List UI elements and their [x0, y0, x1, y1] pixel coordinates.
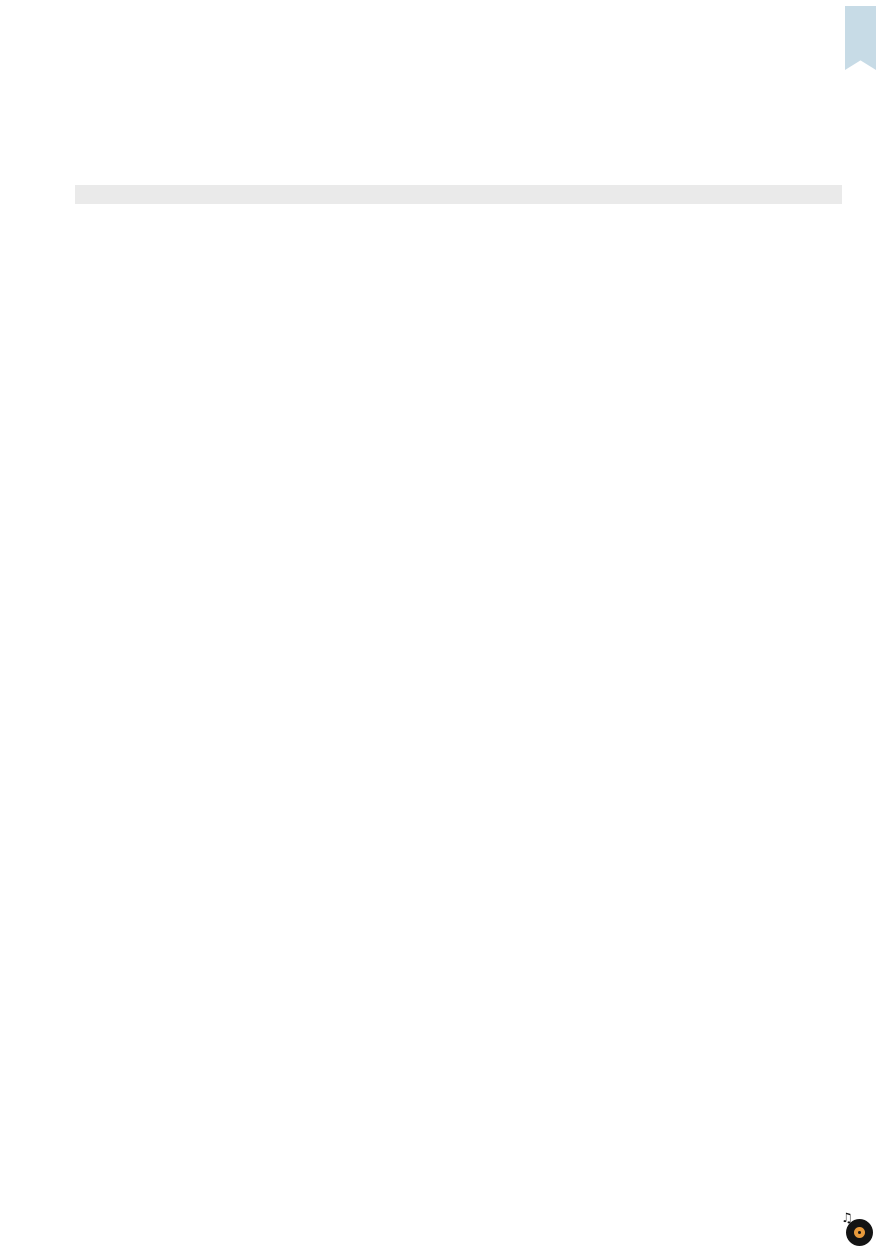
structure-band [75, 185, 842, 204]
meta-row [15, 98, 865, 142]
vinyl-record-icon [841, 1211, 873, 1246]
site-logo [841, 1211, 878, 1246]
measure-band [60, 150, 865, 169]
edition-ribbon-badge [845, 6, 876, 70]
music-notes-icon: ♫ [841, 1211, 853, 1226]
sheet-header [0, 0, 888, 142]
score [15, 185, 865, 204]
